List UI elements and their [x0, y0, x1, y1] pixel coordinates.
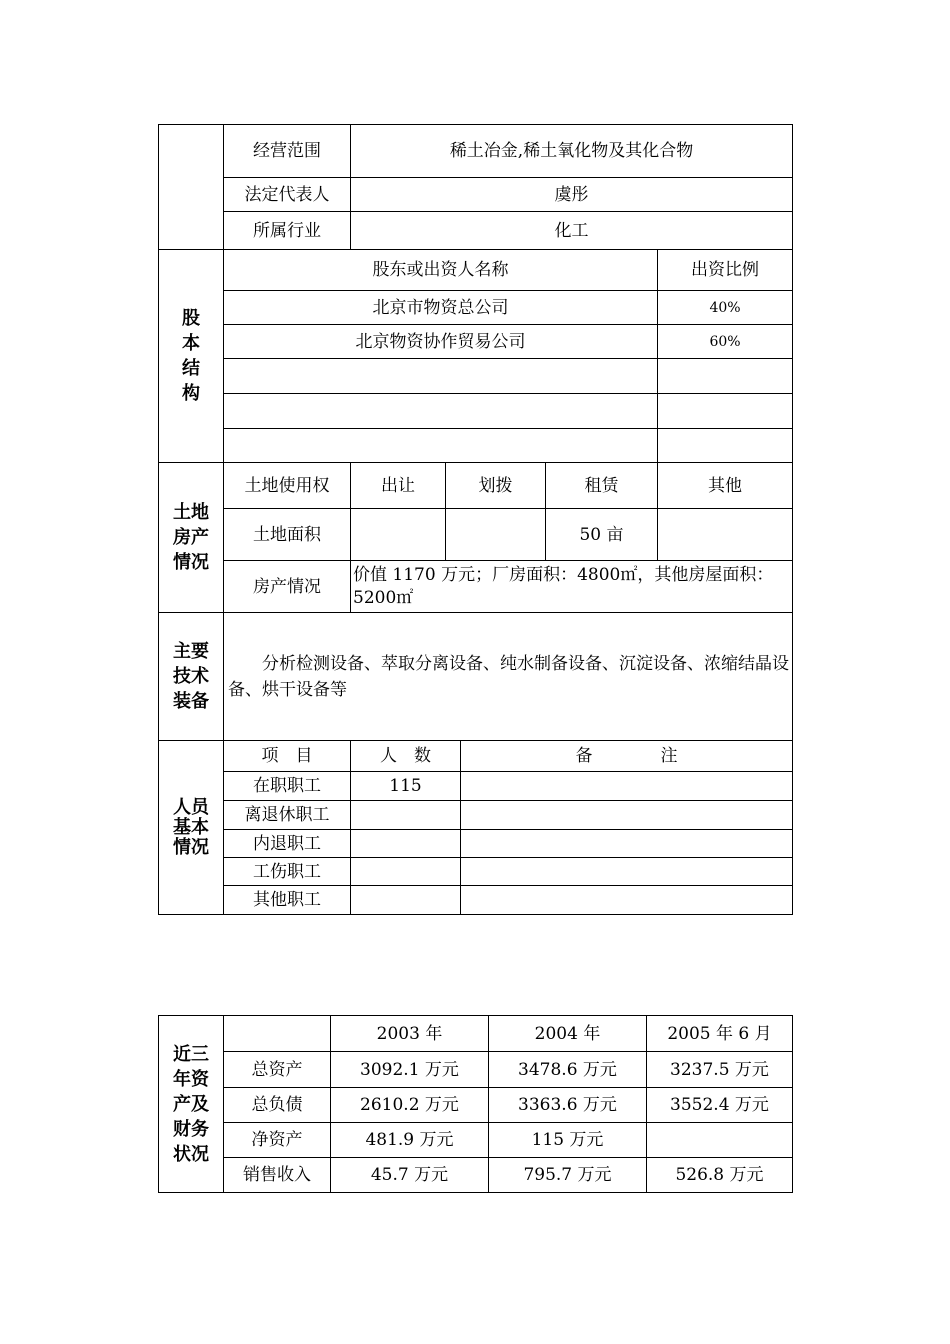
- industry-value: 化工: [351, 212, 793, 250]
- finance-value: 115 万元: [489, 1123, 647, 1158]
- land-use-label: 土地使用权: [224, 463, 351, 509]
- shareholder-name: 北京市物资总公司: [224, 291, 658, 325]
- finance-value: 3363.6 万元: [489, 1088, 647, 1123]
- finance-value: 526.8 万元: [647, 1158, 793, 1193]
- land-area-label: 土地面积: [224, 509, 351, 561]
- legal-rep-label: 法定代表人: [224, 178, 351, 212]
- shareholder-name: 北京物资协作贸易公司: [224, 325, 658, 359]
- legal-rep-value: 虞彤: [351, 178, 793, 212]
- personnel-note: [461, 830, 793, 858]
- finance-value: 795.7 万元: [489, 1158, 647, 1193]
- property-label: 房产情况: [224, 561, 351, 613]
- finance-year-2003: 2003 年: [331, 1016, 489, 1052]
- land-type-other: 其他: [658, 463, 793, 509]
- shareholder-ratio: 40%: [658, 291, 793, 325]
- personnel-note: [461, 858, 793, 886]
- finance-value: [647, 1123, 793, 1158]
- personnel-item: 离退休职工: [224, 801, 351, 830]
- shareholder-name: [224, 359, 658, 394]
- personnel-count: [351, 858, 461, 886]
- personnel-note: [461, 772, 793, 801]
- equipment-text: 分析检测设备、萃取分离设备、纯水制备设备、沉淀设备、浓缩结晶设备、烘干设备等: [224, 613, 793, 741]
- personnel-note-header: 备 注: [461, 741, 793, 772]
- shareholder-ratio: [658, 429, 793, 463]
- finance-value: 3478.6 万元: [489, 1052, 647, 1088]
- finance-table: [158, 1015, 793, 1193]
- personnel-item: 内退职工: [224, 830, 351, 858]
- shareholder-ratio: [658, 359, 793, 394]
- personnel-table: [158, 740, 793, 915]
- personnel-note: [461, 801, 793, 830]
- finance-value: 3552.4 万元: [647, 1088, 793, 1123]
- shareholder-name: [224, 429, 658, 463]
- business-scope-value: 稀土冶金,稀土氧化物及其化合物: [351, 125, 793, 178]
- land-type-allocation: 划拨: [446, 463, 546, 509]
- finance-row-label: 销售收入: [224, 1158, 331, 1193]
- finance-year-2004: 2004 年: [489, 1016, 647, 1052]
- shareholder-ratio: 60%: [658, 325, 793, 359]
- shareholder-name: [224, 394, 658, 429]
- finance-value: 2610.2 万元: [331, 1088, 489, 1123]
- finance-value: 3092.1 万元: [331, 1052, 489, 1088]
- personnel-count: [351, 801, 461, 830]
- shareholder-ratio: [658, 394, 793, 429]
- personnel-note: [461, 886, 793, 915]
- finance-row-label: 总负债: [224, 1088, 331, 1123]
- land-area-transfer: [351, 509, 446, 561]
- industry-label: 所属行业: [224, 212, 351, 250]
- land-type-lease: 租赁: [546, 463, 658, 509]
- finance-row-label: 总资产: [224, 1052, 331, 1088]
- finance-year-2005: 2005 年 6 月: [647, 1016, 793, 1052]
- personnel-count-header: 人 数: [351, 741, 461, 772]
- personnel-item-header: 项 目: [224, 741, 351, 772]
- land-area-allocation: [446, 509, 546, 561]
- company-info-table: [158, 124, 793, 741]
- property-value: 价值 1170 万元；厂房面积：4800㎡，其他房屋面积：5200㎡: [351, 561, 793, 613]
- personnel-count: [351, 830, 461, 858]
- personnel-item: 工伤职工: [224, 858, 351, 886]
- shareholder-name-header: 股东或出资人名称: [224, 250, 658, 291]
- basic-section-blank: [159, 125, 224, 250]
- personnel-count: 115: [351, 772, 461, 801]
- personnel-item: 其他职工: [224, 886, 351, 915]
- finance-section-label: 近三 年资 产及 财务 状况: [159, 1016, 224, 1193]
- business-scope-label: 经营范围: [224, 125, 351, 178]
- land-area-lease: 50 亩: [546, 509, 658, 561]
- ratio-header: 出资比例: [658, 250, 793, 291]
- finance-value: 45.7 万元: [331, 1158, 489, 1193]
- finance-corner-blank: [224, 1016, 331, 1052]
- land-area-other: [658, 509, 793, 561]
- equity-section-label: 股 本 结 构: [159, 250, 224, 463]
- personnel-item: 在职职工: [224, 772, 351, 801]
- personnel-section-label: 人员 基本 情况: [159, 741, 224, 915]
- land-type-transfer: 出让: [351, 463, 446, 509]
- finance-row-label: 净资产: [224, 1123, 331, 1158]
- personnel-count: [351, 886, 461, 915]
- land-section-label: 土地 房产 情况: [159, 463, 224, 613]
- finance-value: 3237.5 万元: [647, 1052, 793, 1088]
- finance-value: 481.9 万元: [331, 1123, 489, 1158]
- equipment-section-label: 主要 技术 装备: [159, 613, 224, 741]
